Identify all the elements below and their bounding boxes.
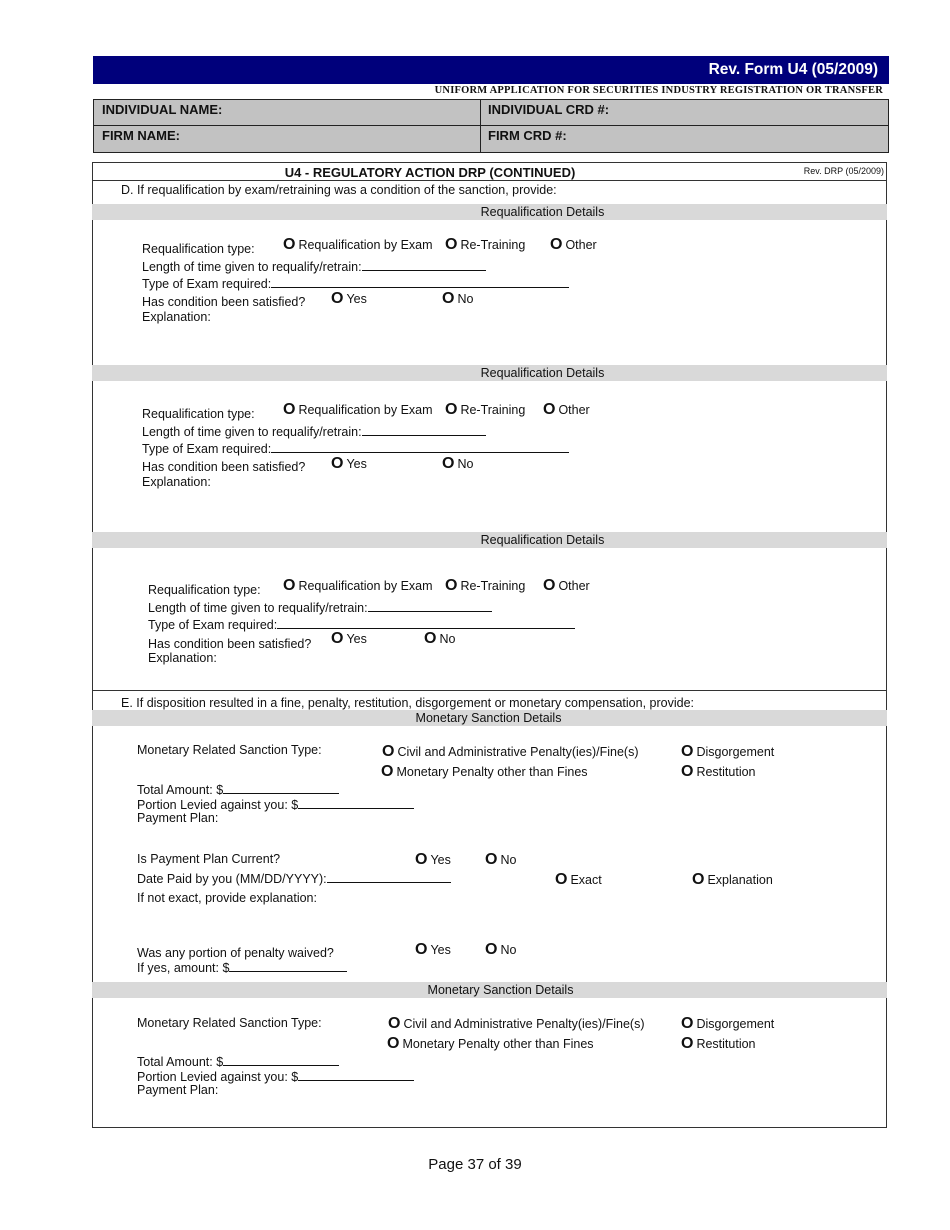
restitution-option[interactable]: O Restitution [681, 763, 756, 780]
requal-type-label: Requalification type: [142, 407, 255, 421]
total-amount-field[interactable]: Total Amount: $ [137, 782, 339, 797]
explanation-field[interactable]: Explanation: [142, 310, 211, 324]
requal-exam-option[interactable]: O Requalification by Exam [283, 401, 433, 418]
civil-penalty-option[interactable]: O Civil and Administrative Penalty(ies)/Fine(s) [388, 1015, 645, 1032]
radio-icon: O [550, 236, 563, 253]
radio-icon: O [681, 1035, 694, 1052]
identity-table [93, 99, 889, 153]
waived-amount-field[interactable]: If yes, amount: $ [137, 960, 347, 975]
radio-icon: O [681, 1015, 694, 1032]
satisfied-yes-option[interactable]: O Yes [331, 630, 367, 647]
radio-icon: O [692, 871, 705, 888]
radio-icon: O [415, 941, 428, 958]
satisfied-no-option[interactable]: O No [442, 455, 474, 472]
date-paid-field[interactable]: Date Paid by you (MM/DD/YYYY): [137, 871, 451, 886]
radio-icon: O [283, 577, 296, 594]
radio-icon: O [485, 851, 498, 868]
requal-exam-option[interactable]: O Requalification by Exam [283, 236, 433, 253]
satisfied-no-option[interactable]: O No [424, 630, 456, 647]
explanation-field[interactable]: Explanation: [142, 475, 211, 489]
monetary-penalty-option[interactable]: O Monetary Penalty other than Fines [381, 763, 588, 780]
length-field[interactable]: Length of time given to requalify/retrain: [142, 424, 486, 439]
plan-current-label: Is Payment Plan Current? [137, 852, 281, 866]
radio-icon: O [442, 290, 455, 307]
individual-name-field[interactable]: INDIVIDUAL NAME: [102, 102, 223, 117]
monetary-penalty-option[interactable]: O Monetary Penalty other than Fines [387, 1035, 594, 1052]
exam-type-field[interactable]: Type of Exam required: [148, 617, 575, 632]
radio-icon: O [543, 401, 556, 418]
requalification-details-bar [92, 532, 887, 548]
retraining-option[interactable]: O Re-Training [445, 577, 526, 594]
satisfied-yes-option[interactable]: O Yes [331, 455, 367, 472]
waived-yes-option[interactable]: O Yes [415, 941, 451, 958]
exact-option[interactable]: O Exact [555, 871, 602, 888]
radio-icon: O [555, 871, 568, 888]
bar-label: Monetary Sanction Details [415, 711, 562, 725]
explanation-field[interactable]: Explanation: [148, 651, 217, 665]
payment-plan-field[interactable]: Payment Plan: [137, 1083, 219, 1097]
exam-type-field[interactable]: Type of Exam required: [142, 276, 569, 291]
requal-exam-option[interactable]: O Requalification by Exam [283, 577, 433, 594]
satisfied-yes-option[interactable]: O Yes [331, 290, 367, 307]
section-d-question: D. If requalification by exam/retraining was a condition of the sanction, provide: [121, 183, 557, 197]
disgorgement-option[interactable]: O Disgorgement [681, 1015, 775, 1032]
section-e-question: E. If disposition resulted in a fine, penalty, restitution, disgorgement or monetary compensation, provide: [121, 696, 694, 710]
length-field[interactable]: Length of time given to requalify/retrain: [148, 600, 492, 615]
satisfied-label: Has condition been satisfied? [142, 460, 306, 474]
bar-label: Monetary Sanction Details [427, 983, 574, 997]
satisfied-label: Has condition been satisfied? [148, 637, 312, 651]
bar-label: Requalification Details [480, 366, 605, 380]
total-amount-field[interactable]: Total Amount: $ [137, 1054, 339, 1069]
form-banner [93, 56, 889, 84]
requal-type-label: Requalification type: [142, 242, 255, 256]
plan-current-yes-option[interactable]: O Yes [415, 851, 451, 868]
rev-form-label: Rev. Form U4 (05/2009) [708, 61, 878, 78]
individual-crd-field[interactable]: INDIVIDUAL CRD #: [488, 102, 610, 117]
radio-icon: O [445, 401, 458, 418]
radio-icon: O [382, 743, 395, 760]
radio-icon: O [445, 236, 458, 253]
requalification-details-bar [92, 204, 887, 220]
radio-icon: O [381, 763, 394, 780]
other-option[interactable]: O Other [550, 236, 597, 253]
explanation-option[interactable]: O Explanation [692, 871, 773, 888]
firm-name-field[interactable]: FIRM NAME: [102, 128, 180, 143]
page-number: Page 37 of 39 [428, 1156, 522, 1173]
payment-plan-field[interactable]: Payment Plan: [137, 811, 219, 825]
waived-label: Was any portion of penalty waived? [137, 946, 334, 960]
monetary-sanction-details-bar [92, 710, 887, 726]
waived-no-option[interactable]: O No [485, 941, 517, 958]
retraining-option[interactable]: O Re-Training [445, 236, 526, 253]
radio-icon: O [415, 851, 428, 868]
firm-crd-field[interactable]: FIRM CRD #: [488, 128, 567, 143]
radio-icon: O [485, 941, 498, 958]
portion-levied-field[interactable]: Portion Levied against you: $ [137, 797, 414, 812]
requalification-details-bar [92, 365, 887, 381]
not-exact-explanation-field[interactable]: If not exact, provide explanation: [137, 891, 317, 905]
radio-icon: O [331, 630, 344, 647]
radio-icon: O [424, 630, 437, 647]
sanction-type-label: Monetary Related Sanction Type: [137, 743, 322, 757]
radio-icon: O [331, 290, 344, 307]
restitution-option[interactable]: O Restitution [681, 1035, 756, 1052]
plan-current-no-option[interactable]: O No [485, 851, 517, 868]
page-title: U4 - REGULATORY ACTION DRP (CONTINUED) [284, 165, 576, 180]
radio-icon: O [445, 577, 458, 594]
radio-icon: O [681, 743, 694, 760]
monetary-sanction-details-bar [92, 982, 887, 998]
other-option[interactable]: O Other [543, 401, 590, 418]
radio-icon: O [387, 1035, 400, 1052]
length-field[interactable]: Length of time given to requalify/retrain: [142, 259, 486, 274]
radio-icon: O [543, 577, 556, 594]
other-option[interactable]: O Other [543, 577, 590, 594]
retraining-option[interactable]: O Re-Training [445, 401, 526, 418]
bar-label: Requalification Details [480, 533, 605, 547]
radio-icon: O [442, 455, 455, 472]
bar-label: Requalification Details [480, 205, 605, 219]
civil-penalty-option[interactable]: O Civil and Administrative Penalty(ies)/Fine(s) [382, 743, 639, 760]
radio-icon: O [331, 455, 344, 472]
exam-type-field[interactable]: Type of Exam required: [142, 441, 569, 456]
radio-icon: O [283, 236, 296, 253]
portion-levied-field[interactable]: Portion Levied against you: $ [137, 1069, 414, 1084]
satisfied-no-option[interactable]: O No [442, 290, 474, 307]
disgorgement-option[interactable]: O Disgorgement [681, 743, 775, 760]
sanction-type-label: Monetary Related Sanction Type: [137, 1016, 322, 1030]
uniform-application-title: UNIFORM APPLICATION FOR SECURITIES INDUSTRY REGISTRATION OR TRANSFER [434, 85, 883, 96]
radio-icon: O [681, 763, 694, 780]
radio-icon: O [388, 1015, 401, 1032]
radio-icon: O [283, 401, 296, 418]
requal-type-label: Requalification type: [148, 583, 261, 597]
satisfied-label: Has condition been satisfied? [142, 295, 306, 309]
rev-drp-label: Rev. DRP (05/2009) [803, 166, 884, 176]
